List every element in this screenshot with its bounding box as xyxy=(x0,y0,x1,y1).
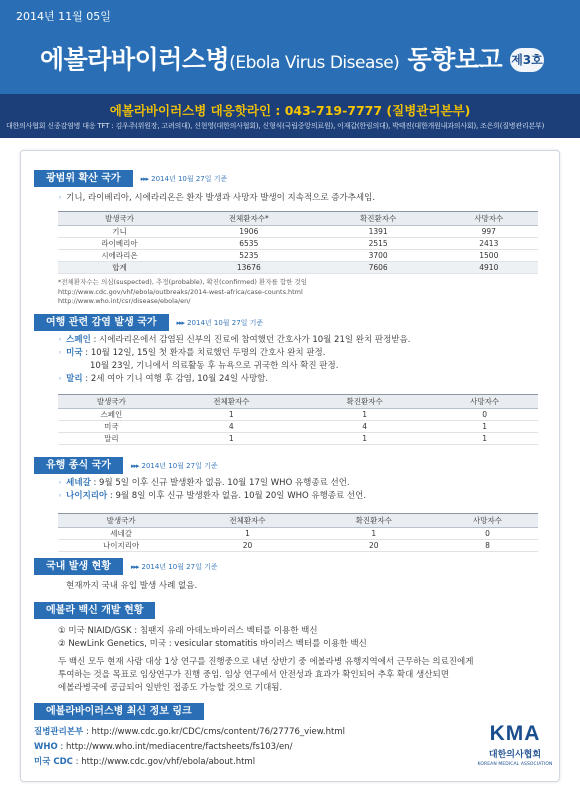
bullet-icon: ◦ xyxy=(58,336,63,344)
kma-logo xyxy=(474,722,556,772)
table-row xyxy=(58,540,538,552)
ended-table xyxy=(58,513,538,552)
section-title: 에볼라바이러스병 최신 정보 링크 xyxy=(34,703,204,720)
section-ended xyxy=(34,457,538,552)
section-date xyxy=(141,174,228,184)
section-title: 유행 종식 국가 xyxy=(34,457,123,474)
table-cell: 0 xyxy=(437,528,538,540)
table-header: 전체환자수 xyxy=(165,395,298,409)
kma-english: KOREAN MEDICAL ASSOCIATION xyxy=(477,762,553,767)
link-list xyxy=(34,725,345,770)
table-header: 전체환자수 xyxy=(184,514,310,528)
report-date: 2014년 11월 05일 xyxy=(16,10,111,23)
section-date-text: 2014년 10월 27일 기준 xyxy=(151,174,228,183)
section-date-text: 2014년 10월 27일 기준 xyxy=(187,318,264,327)
section-domestic xyxy=(34,558,218,593)
title-sub: (Ebola Virus Disease) xyxy=(229,53,400,73)
header-banner xyxy=(0,0,580,94)
widespread-table xyxy=(58,211,538,274)
table-cell: 20 xyxy=(184,540,310,552)
section-line xyxy=(58,490,538,503)
section-lines xyxy=(58,334,538,386)
table-header: 사망자수 xyxy=(437,514,538,528)
triangle-icon: ▸▸▸ xyxy=(140,174,149,183)
table-cell: 미국 xyxy=(58,421,165,433)
table-cell: 1 xyxy=(165,433,298,445)
section-line-text: : 9월 8일 이후 신규 발생환자 없음. 10월 20일 WHO 유행종료 선언. xyxy=(107,491,367,501)
paragraph-line: 두 백신 모두 현재 사람 대상 1상 연구를 진행중으로 내년 상반기 중 에볼라병 유행지역에서 근무하는 의료진에게 xyxy=(58,657,474,667)
table-row xyxy=(58,250,538,262)
title-end: 동향보고 xyxy=(399,45,503,74)
country-label: 말리 xyxy=(66,374,83,384)
link-label: 미국 CDC xyxy=(34,757,73,767)
triangle-icon: ▸▸▸ xyxy=(176,318,185,327)
title-main: 에볼라바이러스병 xyxy=(40,45,230,74)
info-link[interactable] xyxy=(34,740,345,755)
hotline-band xyxy=(0,94,580,138)
table-cell: 4 xyxy=(165,421,298,433)
bullet-icon: ◦ xyxy=(58,375,63,383)
kma-mark: KMA xyxy=(489,722,541,745)
bullet-icon: ◦ xyxy=(58,492,63,500)
section-lines xyxy=(58,477,538,503)
section-date xyxy=(131,461,218,471)
country-label: 스페인 xyxy=(66,335,91,345)
table-cell: 8 xyxy=(437,540,538,552)
source-link[interactable]: http://www.cdc.gov/vhf/ebola/outbreaks/2014-west-africa/case-counts.html xyxy=(58,287,303,296)
table-cell: 2515 xyxy=(317,238,440,250)
table-cell: 5235 xyxy=(181,250,317,262)
table-cell: 합계 xyxy=(58,262,181,274)
section-title: 광범위 확산 국가 xyxy=(34,170,133,187)
page-title xyxy=(40,40,502,76)
table-cell: 1 xyxy=(298,433,431,445)
section-line-text: : 2세 여아 기니 여행 후 감염, 10월 24일 사망함. xyxy=(82,374,269,384)
table-cell: 1 xyxy=(431,421,538,433)
table-cell: 20 xyxy=(311,540,437,552)
section-line xyxy=(58,192,538,205)
footnote: *전체환자수는 의심(suspected), 추정(probable), 확진(confirmed) 환자를 합한 것임 xyxy=(58,278,308,286)
section-vaccine xyxy=(34,602,473,695)
section-header xyxy=(34,558,218,575)
travel-table xyxy=(58,394,538,445)
table-cell: 6535 xyxy=(181,238,317,250)
section-header xyxy=(34,457,538,474)
section-date xyxy=(131,562,218,572)
table-cell: 세네갈 xyxy=(58,528,184,540)
paragraph-line: 에볼라병국에 공급되어 일반인 접종도 가능할 것으로 기대됨. xyxy=(58,683,283,693)
info-link[interactable] xyxy=(34,725,345,740)
table-cell: 1 xyxy=(431,433,538,445)
link-label: WHO xyxy=(34,742,58,752)
table-total-row xyxy=(58,262,538,274)
bullet-icon: ◦ xyxy=(58,349,63,357)
section-line xyxy=(58,334,538,347)
section-date-text: 2014년 10월 27일 기준 xyxy=(141,461,218,470)
section-line: 10월 23일, 기니에서 의료활동 후 뉴욕으로 귀국한 의사 확진 판정. xyxy=(90,361,339,371)
table-cell: 3700 xyxy=(317,250,440,262)
table-cell: 1 xyxy=(298,409,431,421)
table-header: 확진환자수 xyxy=(311,514,437,528)
table-cell: 1391 xyxy=(317,226,440,238)
section-title: 에볼라 백신 개발 현황 xyxy=(34,602,155,619)
table-header: 발생국가 xyxy=(58,514,184,528)
table-cell: 13676 xyxy=(181,262,317,274)
section-title: 국내 발생 현황 xyxy=(34,558,123,575)
table-cell: 나이지리아 xyxy=(58,540,184,552)
table-header: 사망자수 xyxy=(431,395,538,409)
table-cell: 1 xyxy=(184,528,310,540)
section-date-text: 2014년 10월 27일 기준 xyxy=(141,562,218,571)
country-label: 세네갈 xyxy=(66,478,91,488)
triangle-icon: ▸▸▸ xyxy=(130,461,139,470)
table-header: 발생국가 xyxy=(58,395,165,409)
section-line-text: : 10월 12일, 15일 첫 환자를 치료했던 두명의 간호사 완치 판정. xyxy=(82,348,326,358)
link-url[interactable]: : http://www.cdc.go.kr/CDC/cms/content/76/27776_view.html xyxy=(83,727,345,737)
section-travel xyxy=(34,314,538,445)
table-cell: 스페인 xyxy=(58,409,165,421)
table-row xyxy=(58,238,538,250)
table-header: 전체환자수* xyxy=(181,212,317,226)
issue-badge: 제3호 xyxy=(510,48,544,72)
section-header xyxy=(34,602,473,619)
section-line-text: : 9월 5일 이후 신규 발생환자 없음. 10월 17일 WHO 유행종료 선언. xyxy=(90,478,350,488)
kma-name: 대한의사협회 xyxy=(488,750,542,760)
hotline-text: 에볼라바이러스병 대응핫라인 : 043-719-7777 (질병관리본부) xyxy=(109,103,471,118)
table-cell: 7606 xyxy=(317,262,440,274)
vaccine-item: ② NewLink Genetics, 미국 : vesicular stomatitis 바이러스 벡터를 이용한 백신 xyxy=(58,639,367,649)
table-row xyxy=(58,421,538,433)
table-cell: 말리 xyxy=(58,433,165,445)
table-cell: 기니 xyxy=(58,226,181,238)
section-line-text: 기니, 라이베리아, 시에라리온은 환자 발생과 사망자 발생이 지속적으로 증가추세임. xyxy=(66,193,376,203)
section-header xyxy=(34,170,538,187)
table-row xyxy=(58,433,538,445)
table-cell: 1 xyxy=(165,409,298,421)
table-cell: 라이베리아 xyxy=(58,238,181,250)
table-cell: 4910 xyxy=(440,262,538,274)
table-header: 확진환자수 xyxy=(317,212,440,226)
section-line xyxy=(58,347,538,360)
section-title: 여행 관련 감염 발생 국가 xyxy=(34,314,169,331)
bullet-icon: ◦ xyxy=(58,194,63,202)
table-cell: 1 xyxy=(311,528,437,540)
section-line xyxy=(58,373,538,386)
table-cell: 2413 xyxy=(440,238,538,250)
link-label: 질병관리본부 xyxy=(34,727,84,737)
table-row xyxy=(58,226,538,238)
tft-members: 대한의사협회 신종감염병 대응 TFT : 김우주(위원장, 고려의대), 신현영(대한의사협회), 신형식(국립중앙의료원), 이재갑(한림의대), 박태진(대한개원내과의사회), 조은희(질병관리본부) xyxy=(6,122,545,130)
country-label: 미국 xyxy=(66,348,83,358)
info-link[interactable] xyxy=(34,755,345,770)
section-line xyxy=(58,477,538,490)
table-cell: 1906 xyxy=(181,226,317,238)
section-header xyxy=(34,703,345,720)
table-cell: 997 xyxy=(440,226,538,238)
bullet-icon: ◦ xyxy=(58,479,63,487)
section-date xyxy=(177,318,264,328)
triangle-icon: ▸▸▸ xyxy=(130,562,139,571)
source-link[interactable]: http://www.who.int/csr/disease/ebola/en/ xyxy=(58,297,191,305)
section-lines xyxy=(58,625,473,695)
link-url[interactable]: : http://www.cdc.gov/vhf/ebola/about.html xyxy=(72,757,256,767)
table-header: 발생국가 xyxy=(58,212,181,226)
link-url[interactable]: : http://www.who.int/mediacentre/factsheets/fs103/en/ xyxy=(57,742,293,752)
table-cell: 0 xyxy=(431,409,538,421)
section-line: 현재까지 국내 유입 발생 사례 없음. xyxy=(66,581,198,591)
section-line-text: : 시에라리온에서 감염된 신부의 진료에 참여했던 간호사가 10월 21일 완치 판정받음. xyxy=(90,335,411,345)
table-row xyxy=(58,409,538,421)
section-header xyxy=(34,314,538,331)
table-row xyxy=(58,528,538,540)
section-links xyxy=(34,703,345,770)
country-label: 나이지리아 xyxy=(66,491,108,501)
section-widespread xyxy=(34,170,538,307)
table-notes xyxy=(58,278,538,307)
table-cell: 4 xyxy=(298,421,431,433)
paragraph-line: 투여하는 것을 목표로 임상연구가 진행 중임. 임상 연구에서 안전성과 효과가 확인되어 추후 확대 생산되면 xyxy=(58,670,449,680)
table-cell: 1500 xyxy=(440,250,538,262)
table-cell: 시에라리온 xyxy=(58,250,181,262)
table-header: 사망자수 xyxy=(440,212,538,226)
vaccine-item: ① 미국 NIAID/GSK : 침팬지 유래 아데노바이러스 벡터를 이용한 백신 xyxy=(58,626,318,636)
table-header: 확진환자수 xyxy=(298,395,431,409)
